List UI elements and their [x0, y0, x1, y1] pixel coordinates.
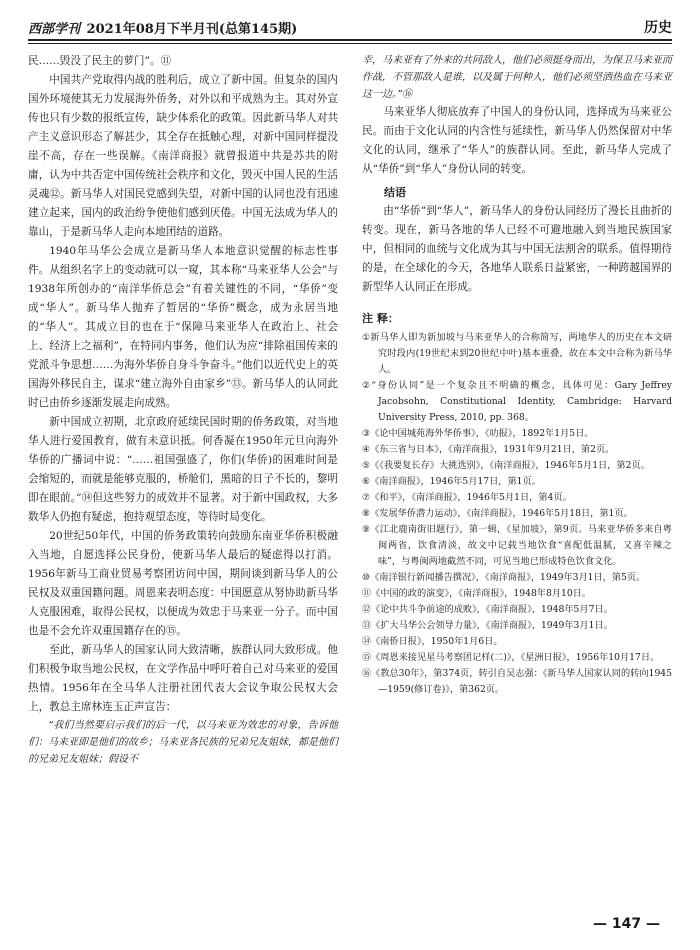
footnote-text: 《江北鹿南街旧题行》，第一辑，《星加坡》，第9页。马来亚华侨多来自粤闽两省，饮食清淡，故文中记载当地饮食“喜配低温腻，又喜辛辣之味”，与粤闽两地截然不同，可见当地已形成特色饮食文化。 [370, 524, 672, 567]
footnote-number: ⑬ [362, 621, 372, 631]
block-quote: “我们当然要启示我们的后一代，以马来亚为效忠的对象，告诉他们：马来亚即是他们的故乡；马来亚各民族的兄弟兄友姐妹，都是他们的兄弟兄友姐妹；假设不 [28, 720, 338, 765]
footnote-number: ⑦ [362, 493, 371, 503]
footnote-text: 《论中共斗争前途的成败》，《南洋商报》，1948年5月7日。 [371, 604, 613, 615]
section-label: 历史 [644, 20, 672, 36]
footnote-number: ④ [362, 445, 371, 455]
header-rule-thick [28, 39, 672, 41]
footnote-item [362, 522, 672, 570]
footnote-text: 《南洋商报》，1946年5月17日，第1页。 [370, 476, 541, 487]
footnote-number: ⑮ [362, 653, 372, 663]
header-rule-thin [28, 43, 672, 44]
footnote-text: 新马华人即为新加坡与马来亚华人的合称简写，两地华人的历史在本文研究时段内(19世纪末到20世纪中叶)基本重叠，故在本文中合称为新马华人。 [370, 332, 673, 375]
page-number: — 147 — [593, 916, 660, 932]
body-paragraph: 马来亚华人彻底放弃了中国人的身份认同，选择成为马来亚公民。而由于文化认同的内含性与延续性，新马华人仍然保留对中华文化的认同，继承了“华人”的族群认同。至此，新马华人完成了从“华侨”到“华人”身份认同的转变。 [362, 106, 672, 175]
footnote-number: ③ [362, 429, 371, 439]
footnote-item [362, 650, 672, 666]
journal-brand: 西部学刊 [28, 22, 81, 37]
footnote-text: 《教总30年》，第374页，转引自吴志强：《新马华人国家认同的转向1945—1959(修订卷)》，第362页。 [371, 668, 672, 695]
footnote-item [362, 458, 672, 474]
issue-info: 2021年08月下半月刊(总第145期) [86, 22, 298, 37]
footnote-text: 《和平》，《南洋商报》，1946年5月1日，第4页。 [370, 492, 572, 503]
section-heading: 结语 [384, 186, 406, 199]
notes-list [362, 330, 672, 698]
footnote-item [362, 426, 672, 442]
footnote-number: ⑧ [362, 509, 371, 519]
block-quote: 幸，马来亚有了外来的共同敌人，他们必须挺身而出，为保卫马来亚而作战，不管那敌人是谁，以及属于何种人，他们必须坚洒热血在马来亚这一边。”⑯ [362, 55, 672, 100]
footnote-number: ① [362, 333, 371, 343]
footnote-number: ⑭ [362, 637, 372, 647]
body-paragraph: 由“华侨”到“华人”，新马华人的身份认同经历了漫长且曲折的转变。现在，新马各地的华人已经不可避地融入到当地民族国家中，但相同的血统与文化成为其与中国无法割舍的联系。值得期待的是，在全球化的今天，各地华人联系日益紧密，一种跨越国界的新型华人认同正在形成。 [362, 205, 672, 293]
footnote-text: 《东三省与日本》，《南洋商报》，1931年9月21日，第2页。 [370, 444, 615, 455]
footnote-item [362, 570, 672, 586]
footnote-text: 《周恩来接见星马考察团记样(二)》，《星洲日报》，1956年10月17日。 [371, 652, 660, 663]
footnote-text: 《南侨日报》，1950年1月6日。 [371, 636, 503, 647]
footnote-text: 《中国的政的演变》，《南洋商报》，1948年8月10日。 [371, 588, 592, 599]
footnote-item [362, 330, 672, 378]
body-paragraph: 中国共产党取得内战的胜利后，成立了新中国。但复杂的国内国外环境使其无力发展海外侨务，对外以和平成熟为主。其对外宣传也只有少数的报纸宣传，缺少体系化的政策。因此新马华人对共产主义意识形态了解甚少，其全存在抵触心理，对新中国同样提没崖不高，存在一些误解。《南洋商报》就曾报道中共是苏共的附庸，认为中共否定中国传统社会秩序和文化，毁灭中国人民的生活灵魂⑫。新马华人对国民党感到失望，对新中国的认同也没有迅速建立起来，国内的政治纷争使他们感到厌倦。中国无法成为华人的靠山，于是新马华人走向本地团结的道路。 [28, 74, 338, 238]
left-column [28, 52, 338, 768]
journal-header-left [28, 18, 297, 37]
right-column-body [362, 52, 672, 297]
footnote-text: 《扩大马华公会领导力量》，《南洋商报》，1949年3月1日。 [371, 620, 613, 631]
footnote-item [362, 490, 672, 506]
notes-title: 注 释： [362, 312, 399, 325]
right-column [362, 52, 672, 698]
footnote-number: ⑥ [362, 477, 371, 487]
continued-paragraph: 民……毁没了民主的萝门”。⑪ [28, 55, 172, 67]
footnote-item [362, 378, 672, 426]
footnote-number: ⑫ [362, 605, 372, 615]
body-paragraph: 20世纪50年代，中国的侨务政策转向鼓励东南亚华侨积极融入当地，自愿选择公民身份，使新马华人最后的疑虑得以打消。1956年新马工商业贸易考察团访问中国，期间谈到新马华人的公民权及双重国籍问题。周恩来表明态度：中国愿意从努协助新马华人克服困难，取得公民权，以便成为效忠于马来亚一分子。而中国也是不会允许双重国籍存在的⑮。 [28, 530, 338, 637]
footnote-text: 《论中国城苑海外华侨事》，《叻报》，1892年1月5日。 [370, 428, 594, 439]
footnote-number: ② [362, 381, 372, 391]
footnote-item [362, 602, 672, 618]
footnote-number: ⑪ [362, 589, 372, 599]
body-paragraph: 至此，新马华人的国家认同大致清晰，族群认同大致形成。他们积极争取当地公民权，在文学作品中呼吁着自己对马来亚的爱国热情。1956年在全马华人注册社团代表大会议争取公民权大会上，教总主席林连玉正声宣告： [28, 644, 338, 713]
footnote-text: 《《我要复长存》大挑选别》，《南洋商报》，1946年5月1日，第2页。 [370, 460, 650, 471]
footnote-item [362, 618, 672, 634]
footnote-item [362, 666, 672, 698]
footnote-text: “身份认同”是一个复杂且不明确的概念，具体可见：Gary Jeffrey Jacobsohn, Constitutional Identity, Cambridge: Harvard University Press, 2010, pp. 368。 [371, 380, 672, 423]
footnote-number: ⑩ [362, 573, 371, 583]
body-paragraph: 1940年马华公会成立是新马华人本地意识觉醒的标志性事件。从组织名字上的变动就可以一窥，其本称“马来亚华人公会”与1938年所创办的“南洋华侨总会”有着关键性的不同，“华侨”变成“华人”。新马华人抛弃了暂居的“华侨”概念，成为永居当地的“华人”。其成立目的也在于“保障马来亚华人在政治上、社会上、经济上之福利”，在特同内事务，他们认为应“排除祖国传来的党派斗争思想……为海外华侨自身斗争奋斗。”他们以近代史上的英国海外移民自主，谋求“建立海外自由家乡”⑬。新马华人的认同此时已由侨乡逐渐发展走向成熟。 [28, 245, 338, 409]
footnote-item [362, 634, 672, 650]
footnote-text: 《南洋银行新闻播告撰况》，《南洋商报》，1949年3月1日，第5页。 [370, 572, 646, 583]
footnote-number: ⑨ [362, 525, 371, 535]
footnote-item [362, 506, 672, 522]
footnote-item [362, 586, 672, 602]
body-paragraph: 新中国成立初期，北京政府延续民国时期的侨务政策，对当地华人进行爱国教育，做有未意识抵。何香凝在1950年元旦向海外华侨的广播词中说：“……祖国强盛了，你们(华侨)的困难时间是会缩短的，而就是能够克服的，桥舱们，黑暗的日子不长的，黎明即在眼前。”⑭但这些努力的成效并不显著。对于新中国政权，大多数华人仍抱有疑虑，抱持观望态度，等待时局变化。 [28, 416, 338, 523]
footnote-text: 《发展华侨潜力运动》，《南洋商报》，1946年5月18日，第1页。 [370, 508, 633, 519]
footnote-number: ⑤ [362, 461, 371, 471]
footnote-number: ⑯ [362, 669, 372, 679]
running-header [28, 14, 672, 40]
footnote-item [362, 474, 672, 490]
footnote-item [362, 442, 672, 458]
